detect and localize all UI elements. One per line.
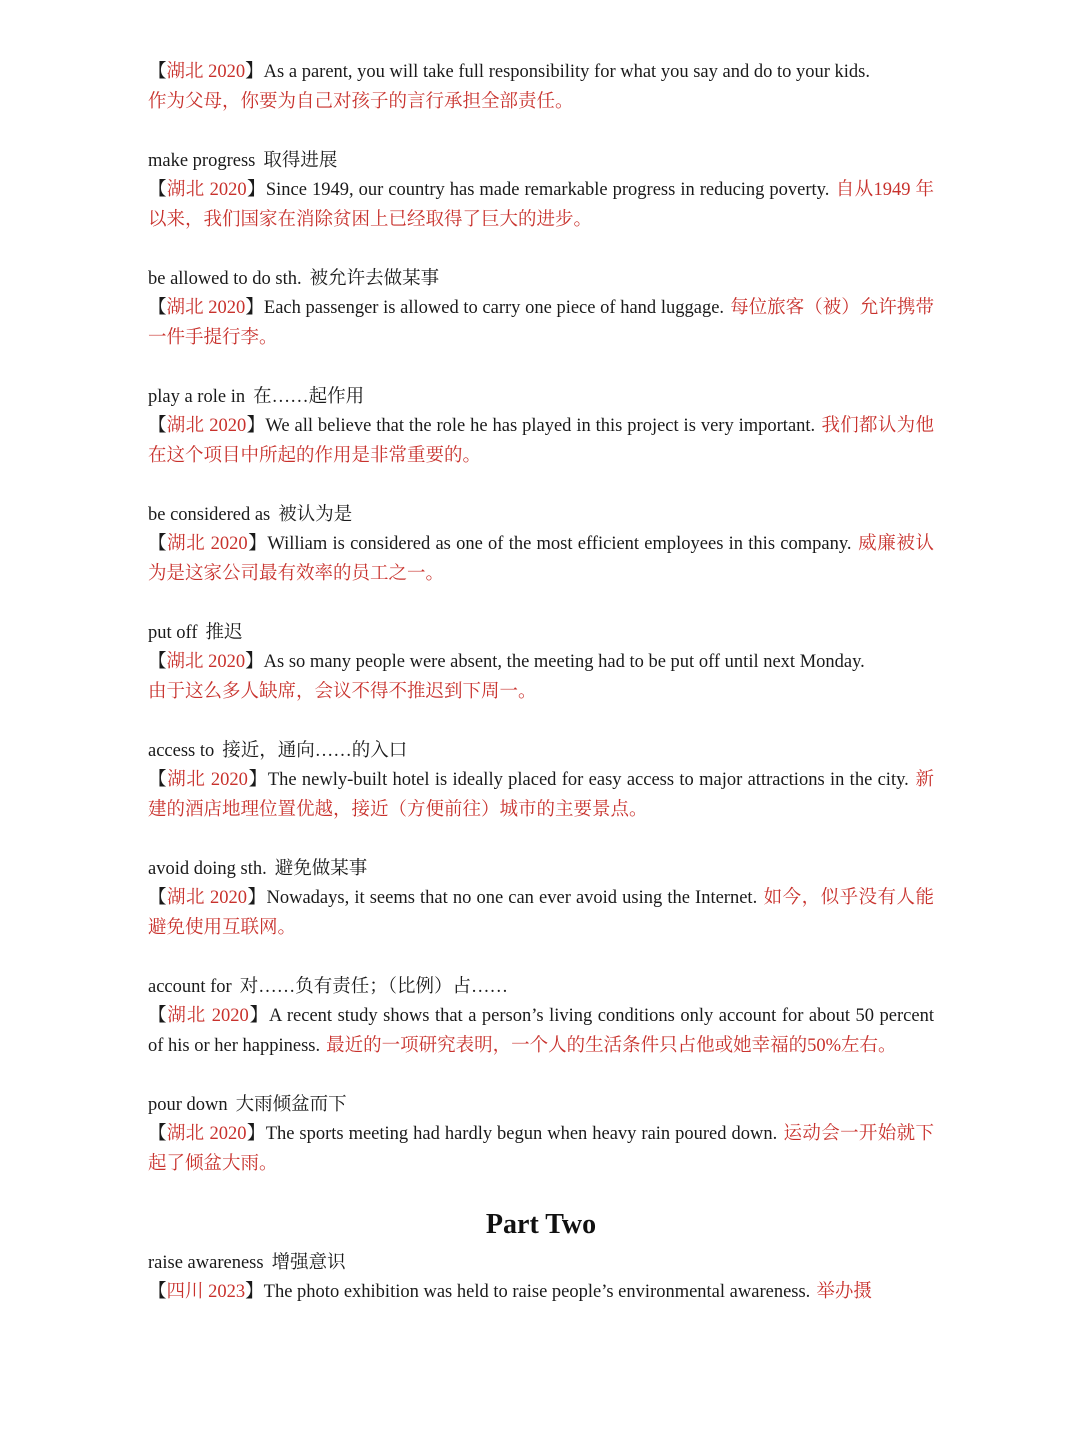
phrase: pour down — [148, 1095, 228, 1115]
example-chinese: 每位旅客（被）允许携带一件手提行李。 — [148, 298, 934, 348]
example-english: Nowadays, it seems that no one can ever avoid using the Internet. — [266, 888, 758, 908]
phrase-entry — [148, 618, 934, 707]
bracket-open: 【 — [148, 298, 167, 318]
exam-source: 四川 2023 — [166, 1282, 246, 1302]
document-page — [148, 58, 934, 1337]
bracket-close: 】 — [247, 534, 268, 554]
bracket-open: 【 — [148, 888, 167, 908]
phrase-meaning: 避免做某事 — [274, 859, 368, 879]
example-sentence — [148, 1120, 934, 1179]
bracket-close: 】 — [245, 1282, 264, 1302]
example-chinese: 最近的一项研究表明，一个人的生活条件只占他或她幸福的50%左右。 — [326, 1035, 897, 1056]
example-chinese: 自从1949 年以来，我们国家在消除贫困上已经取得了巨大的进步。 — [148, 180, 934, 230]
phrase-line — [148, 736, 934, 766]
exam-source: 湖北 2020 — [166, 298, 246, 318]
example-english: William is considered as one of the most efficient employees in this company. — [267, 534, 852, 554]
example-chinese: 我们都认为他在这个项目中所起的作用是非常重要的。 — [148, 416, 934, 466]
phrase-meaning: 被认为是 — [278, 505, 353, 525]
phrase-line — [148, 264, 934, 294]
phrase-meaning: 在……起作用 — [253, 387, 365, 407]
phrase-entry — [148, 500, 934, 589]
phrase-line — [148, 146, 934, 176]
example-english: The newly-built hotel is ideally placed for easy access to major attractions in the city. — [267, 770, 909, 790]
bracket-close: 】 — [248, 1006, 270, 1026]
phrase-meaning: 推迟 — [205, 623, 243, 643]
example-english: We all believe that the role he has played in this project is very important. — [265, 416, 816, 436]
example-english: As a parent, you will take full responsibility for what you say and do to your kids. — [263, 62, 870, 82]
section-heading: Part Two — [485, 1209, 597, 1240]
phrase-meaning: 大雨倾盆而下 — [235, 1095, 347, 1115]
phrase-line — [148, 1090, 934, 1120]
bracket-close: 】 — [245, 62, 264, 82]
phrase: be allowed to do sth. — [148, 269, 302, 289]
phrase-entry — [148, 1090, 934, 1179]
bracket-close: 】 — [247, 888, 267, 908]
example-sentence — [148, 884, 934, 943]
example-sentence — [148, 176, 934, 235]
bracket-open: 【 — [148, 416, 167, 436]
phrase: play a role in — [148, 387, 246, 407]
bracket-open: 【 — [148, 1006, 168, 1026]
phrase-meaning: 被允许去做某事 — [309, 269, 440, 289]
exam-source: 湖北 2020 — [166, 180, 247, 200]
exam-source: 湖北 2020 — [167, 770, 248, 790]
example-english: The sports meeting had hardly begun when heavy rain poured down. — [265, 1124, 778, 1144]
example-english: Each passenger is allowed to carry one piece of hand luggage. — [263, 298, 725, 318]
phrase-line — [148, 382, 934, 412]
phrase: put off — [148, 623, 198, 643]
exam-source: 湖北 2020 — [166, 1124, 247, 1144]
phrase-meaning: 取得进展 — [263, 151, 338, 171]
phrase: make progress — [148, 151, 256, 171]
phrase: raise awareness — [148, 1253, 264, 1273]
bracket-close: 】 — [246, 180, 266, 200]
phrase-line — [148, 854, 934, 884]
bracket-open: 【 — [148, 652, 167, 672]
phrase-meaning: 接近，通向……的入口 — [222, 741, 408, 761]
bracket-close: 】 — [247, 770, 268, 790]
phrase-line — [148, 972, 934, 1002]
exam-source: 湖北 2020 — [166, 416, 247, 436]
phrase-line — [148, 618, 934, 648]
exam-source: 湖北 2020 — [166, 62, 246, 82]
example-chinese: 如今，似乎没有人能避免使用互联网。 — [148, 888, 934, 938]
example-sentence — [148, 1002, 934, 1061]
phrase: account for — [148, 977, 232, 997]
example-chinese: 新建的酒店地理位置优越，接近（方便前往）城市的主要景点。 — [148, 770, 934, 820]
example-chinese: 举办摄 — [816, 1282, 872, 1302]
phrase-meaning: 增强意识 — [271, 1253, 346, 1273]
bracket-open: 【 — [148, 1282, 167, 1302]
example-sentence — [148, 412, 934, 471]
example-sentence — [148, 648, 934, 707]
bracket-open: 【 — [148, 180, 167, 200]
phrase-entry — [148, 736, 934, 825]
example-sentence — [148, 766, 934, 825]
phrase: avoid doing sth. — [148, 859, 267, 879]
phrase-entry — [148, 382, 934, 471]
exam-source: 湖北 2020 — [166, 652, 246, 672]
phrase-entry — [148, 264, 934, 353]
bracket-open: 【 — [148, 62, 167, 82]
phrase-entry — [148, 972, 934, 1061]
bracket-open: 【 — [148, 1124, 167, 1144]
phrase-line — [148, 500, 934, 530]
example-sentence — [148, 530, 934, 589]
phrase-meaning: 对……负有责任；（比例）占…… — [239, 977, 508, 997]
exam-source: 湖北 2020 — [166, 888, 248, 908]
example-english: As so many people were absent, the meeting had to be put off until next Monday. — [263, 652, 865, 672]
phrase: be considered as — [148, 505, 271, 525]
phrase-line — [148, 1248, 934, 1278]
phrase-entry — [148, 146, 934, 235]
example-chinese: 威廉被认为是这家公司最有效率的员工之一。 — [148, 534, 934, 584]
exam-source: 湖北 2020 — [167, 1006, 249, 1026]
example-sentence — [148, 1278, 934, 1308]
example-chinese: 作为父母，你要为自己对孩子的言行承担全部责任。 — [148, 91, 574, 112]
phrase-entry — [148, 854, 934, 943]
phrase: access to — [148, 741, 215, 761]
example-sentence — [148, 58, 934, 117]
example-sentence — [148, 294, 934, 353]
example-english: A recent study shows that a person’s living conditions only account for about 50 percent of his or her happiness. — [148, 1006, 934, 1056]
bracket-close: 】 — [246, 416, 266, 436]
example-english: The photo exhibition was held to raise people’s environmental awareness. — [263, 1282, 811, 1302]
example-chinese: 运动会一开始就下起了倾盆大雨。 — [148, 1124, 934, 1174]
example-chinese: 由于这么多人缺席，会议不得不推迟到下周一。 — [148, 681, 537, 702]
bracket-close: 】 — [245, 298, 264, 318]
bracket-close: 】 — [246, 1124, 266, 1144]
example-english: Since 1949, our country has made remarkable progress in reducing poverty. — [265, 180, 830, 200]
bracket-open: 【 — [148, 770, 168, 790]
bracket-open: 【 — [148, 534, 168, 554]
phrase-entry — [148, 1248, 934, 1308]
bracket-close: 】 — [245, 652, 264, 672]
exam-source: 湖北 2020 — [167, 534, 248, 554]
